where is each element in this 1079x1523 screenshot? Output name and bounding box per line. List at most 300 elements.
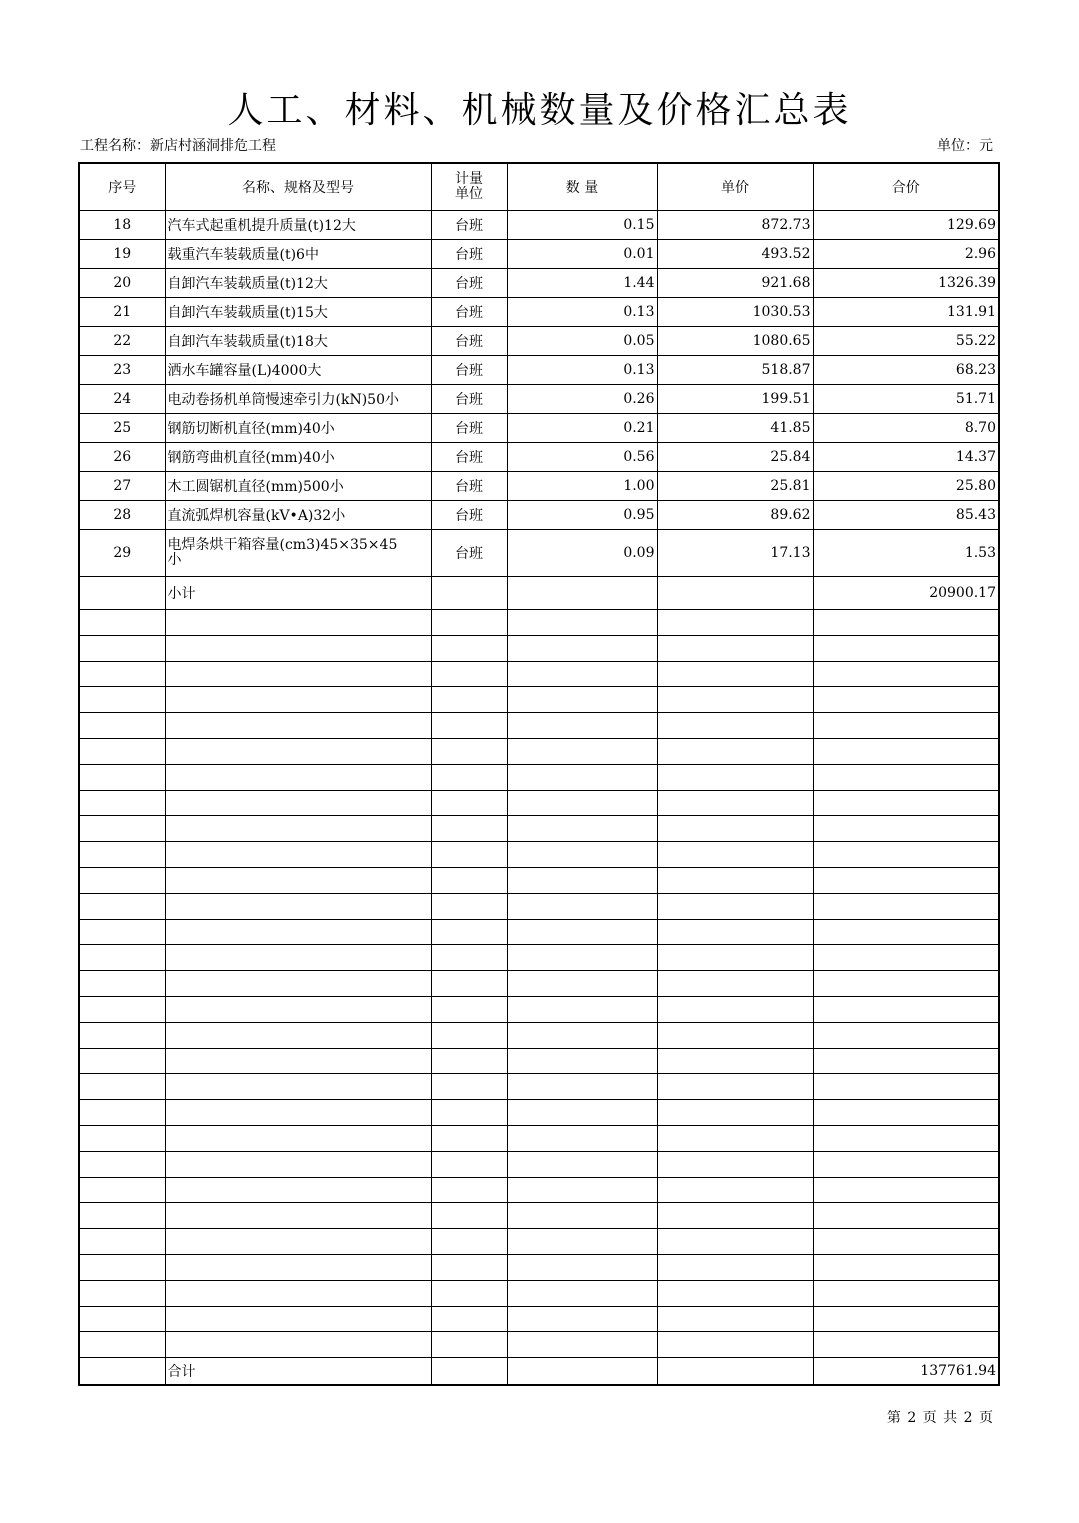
empty-row [79,1332,999,1358]
cell-empty [79,738,165,764]
cell-empty [165,1022,431,1048]
cell-empty [79,996,165,1022]
cell-empty [507,996,657,1022]
table-row [79,472,999,501]
cell-name: 电动卷扬机单筒慢速牵引力(kN)50小 [165,385,431,414]
cell-no: 24 [79,385,165,414]
empty-row [79,687,999,713]
cell-empty [507,738,657,764]
cell-empty [813,945,999,971]
cell-empty [657,1306,813,1332]
cell-price: 872.73 [657,211,813,240]
cell-empty [657,996,813,1022]
cell-empty [79,1358,165,1386]
cell-empty [431,610,507,636]
cell-empty [507,1306,657,1332]
cell-unit: 台班 [431,443,507,472]
cell-price: 199.51 [657,385,813,414]
cell-empty [79,919,165,945]
cell-empty [507,635,657,661]
cell-unit: 台班 [431,501,507,530]
cell-empty [431,996,507,1022]
empty-row [79,1048,999,1074]
cell-empty [657,577,813,610]
cell-empty [813,635,999,661]
cell-empty [813,1100,999,1126]
page-title: 人工、材料、机械数量及价格汇总表 [227,90,852,131]
page-footer: 第 2 页 共 2 页 [886,1410,993,1426]
cell-empty [431,1306,507,1332]
cell-name: 自卸汽车装载质量(t)18大 [165,327,431,356]
subtotal-amount: 20900.17 [813,577,999,610]
cell-empty [657,738,813,764]
cell-empty [657,1358,813,1386]
cell-empty [657,635,813,661]
cell-amount: 1.53 [813,530,999,577]
cell-empty [79,945,165,971]
cell-empty [431,1177,507,1203]
cell-empty [507,1229,657,1255]
cell-empty [813,1332,999,1358]
cell-empty [165,842,431,868]
cell-empty [165,1100,431,1126]
cell-empty [431,713,507,739]
cell-empty [813,687,999,713]
cell-unit: 台班 [431,472,507,501]
cell-amount: 85.43 [813,501,999,530]
cell-empty [507,1125,657,1151]
cell-empty [431,661,507,687]
cell-empty [431,1074,507,1100]
cell-empty [813,971,999,997]
cell-unit: 台班 [431,298,507,327]
cell-empty [79,867,165,893]
cell-empty [79,1254,165,1280]
cell-empty [507,577,657,610]
table-row [79,501,999,530]
header-unit [431,163,507,211]
cell-empty [431,971,507,997]
cell-empty [431,1048,507,1074]
cell-empty [813,661,999,687]
cell-empty [813,1177,999,1203]
cell-empty [431,919,507,945]
cell-empty [507,1074,657,1100]
empty-row [79,1100,999,1126]
cell-price: 493.52 [657,240,813,269]
cell-amount: 68.23 [813,356,999,385]
cell-empty [431,1358,507,1386]
cell-empty [165,971,431,997]
cell-empty [813,919,999,945]
cell-empty [431,577,507,610]
cell-empty [165,867,431,893]
cell-price: 17.13 [657,530,813,577]
cell-empty [79,1332,165,1358]
cell-amount: 1326.39 [813,269,999,298]
subtotal-row [79,577,999,610]
cell-empty [79,713,165,739]
cell-empty [165,1280,431,1306]
cell-name: 洒水车罐容量(L)4000大 [165,356,431,385]
cell-name: 自卸汽车装载质量(t)15大 [165,298,431,327]
cell-empty [431,1125,507,1151]
cell-empty [657,687,813,713]
header-row [79,163,999,211]
cell-qty: 0.21 [507,414,657,443]
cell-price: 1080.65 [657,327,813,356]
cell-empty [79,893,165,919]
cell-empty [79,661,165,687]
cell-empty [657,610,813,636]
cell-empty [79,1203,165,1229]
cell-empty [165,1074,431,1100]
cell-empty [813,1074,999,1100]
table-row [79,356,999,385]
cell-empty [507,842,657,868]
cell-amount: 14.37 [813,443,999,472]
cell-price: 1030.53 [657,298,813,327]
cell-empty [165,996,431,1022]
subtotal-label: 小计 [165,577,431,610]
cell-empty [507,661,657,687]
cell-empty [79,1022,165,1048]
cell-name: 钢筋切断机直径(mm)40小 [165,414,431,443]
cell-empty [813,893,999,919]
cell-empty [79,816,165,842]
cell-empty [431,1203,507,1229]
cell-qty: 0.15 [507,211,657,240]
empty-row [79,713,999,739]
cell-empty [657,1229,813,1255]
empty-row [79,610,999,636]
header-unit-line1: 计量 [455,171,483,187]
cell-empty [79,1125,165,1151]
cell-name-line1: 电焊条烘干箱容量(cm3)45×35×45 [167,537,398,553]
empty-row [79,1306,999,1332]
empty-row [79,867,999,893]
cell-empty [431,1280,507,1306]
cell-empty [431,790,507,816]
cell-empty [813,867,999,893]
cell-empty [657,1332,813,1358]
cell-empty [657,1100,813,1126]
cell-empty [431,816,507,842]
header-unit-line2: 单位 [455,186,483,202]
cell-empty [165,687,431,713]
cell-empty [507,1151,657,1177]
cell-empty [165,1125,431,1151]
cell-price: 518.87 [657,356,813,385]
cell-empty [165,635,431,661]
empty-row [79,764,999,790]
cell-unit: 台班 [431,211,507,240]
header-no: 序号 [79,163,165,211]
cell-price: 25.84 [657,443,813,472]
cell-empty [431,1022,507,1048]
empty-row [79,1280,999,1306]
total-amount: 137761.94 [813,1358,999,1386]
empty-row [79,1151,999,1177]
cell-unit: 台班 [431,356,507,385]
cell-qty: 1.00 [507,472,657,501]
table-row [79,269,999,298]
cell-empty [507,971,657,997]
cell-qty: 0.13 [507,356,657,385]
cell-qty: 0.95 [507,501,657,530]
cell-empty [165,1332,431,1358]
cell-empty [657,1280,813,1306]
cell-amount: 25.80 [813,472,999,501]
cell-empty [79,635,165,661]
cell-empty [813,842,999,868]
table-row [79,240,999,269]
cell-empty [165,893,431,919]
cell-empty [507,1358,657,1386]
cell-empty [657,945,813,971]
cell-name: 钢筋弯曲机直径(mm)40小 [165,443,431,472]
cell-empty [79,687,165,713]
cell-empty [507,1254,657,1280]
empty-row [79,1177,999,1203]
cell-empty [431,687,507,713]
cell-amount: 129.69 [813,211,999,240]
cell-amount: 51.71 [813,385,999,414]
cell-name: 木工圆锯机直径(mm)500小 [165,472,431,501]
cell-empty [507,945,657,971]
cell-empty [165,738,431,764]
cell-qty: 0.13 [507,298,657,327]
project-name: 工程名称：新店村涵洞排危工程 [80,138,276,154]
cell-empty [813,1254,999,1280]
header-price: 单价 [657,163,813,211]
cell-empty [813,816,999,842]
cell-name: 自卸汽车装载质量(t)12大 [165,269,431,298]
table-row [79,298,999,327]
cell-empty [657,1177,813,1203]
cell-empty [507,919,657,945]
cell-empty [657,713,813,739]
cell-unit: 台班 [431,269,507,298]
cell-empty [507,610,657,636]
cell-empty [813,610,999,636]
cell-empty [657,1203,813,1229]
cell-unit: 台班 [431,385,507,414]
empty-row [79,635,999,661]
cell-empty [165,1048,431,1074]
empty-row [79,1203,999,1229]
cell-empty [79,790,165,816]
empty-row [79,893,999,919]
cell-empty [813,1151,999,1177]
cell-empty [657,661,813,687]
cell-empty [813,1306,999,1332]
cell-empty [507,1280,657,1306]
cell-no: 18 [79,211,165,240]
cell-empty [165,790,431,816]
cell-empty [657,1151,813,1177]
cell-no: 29 [79,530,165,577]
cell-empty [79,1151,165,1177]
empty-row [79,1229,999,1255]
cell-empty [813,1125,999,1151]
cell-unit: 台班 [431,240,507,269]
cell-empty [79,1280,165,1306]
cell-empty [507,1022,657,1048]
cell-empty [657,1022,813,1048]
cell-name [165,530,431,577]
cell-empty [507,713,657,739]
cell-empty [431,1151,507,1177]
cell-unit: 台班 [431,530,507,577]
cell-amount: 2.96 [813,240,999,269]
cell-name: 直流弧焊机容量(kV•A)32小 [165,501,431,530]
cell-empty [507,816,657,842]
header-name: 名称、规格及型号 [165,163,431,211]
currency-unit: 单位：元 [937,138,993,154]
cell-empty [79,971,165,997]
table-row [79,385,999,414]
cell-empty [657,842,813,868]
cell-amount: 8.70 [813,414,999,443]
cell-empty [165,1229,431,1255]
cell-price: 921.68 [657,269,813,298]
cell-no: 23 [79,356,165,385]
header-amount: 合价 [813,163,999,211]
empty-row [79,996,999,1022]
cell-price: 41.85 [657,414,813,443]
cell-qty: 0.05 [507,327,657,356]
cell-amount: 55.22 [813,327,999,356]
cell-empty [431,1254,507,1280]
cell-no: 20 [79,269,165,298]
cell-empty [813,764,999,790]
cell-empty [507,1100,657,1126]
cell-empty [79,1306,165,1332]
cell-no: 22 [79,327,165,356]
cell-empty [507,867,657,893]
summary-table [78,162,1000,1386]
cell-empty [165,1254,431,1280]
cell-no: 19 [79,240,165,269]
table-row [79,211,999,240]
cell-empty [165,816,431,842]
cell-empty [165,1306,431,1332]
cell-no: 27 [79,472,165,501]
cell-empty [657,816,813,842]
cell-empty [657,790,813,816]
cell-empty [165,919,431,945]
cell-empty [813,790,999,816]
cell-empty [813,1048,999,1074]
cell-empty [431,764,507,790]
cell-price: 89.62 [657,501,813,530]
cell-empty [165,1203,431,1229]
cell-empty [79,764,165,790]
cell-empty [507,893,657,919]
empty-row [79,971,999,997]
cell-empty [165,764,431,790]
cell-empty [657,1048,813,1074]
cell-empty [79,1177,165,1203]
cell-qty: 0.01 [507,240,657,269]
empty-row [79,1022,999,1048]
cell-empty [657,919,813,945]
cell-empty [657,867,813,893]
cell-empty [431,842,507,868]
cell-empty [79,842,165,868]
cell-no: 26 [79,443,165,472]
table-row [79,327,999,356]
cell-qty: 1.44 [507,269,657,298]
cell-empty [507,1203,657,1229]
empty-row [79,1074,999,1100]
cell-empty [813,1203,999,1229]
cell-amount: 131.91 [813,298,999,327]
cell-empty [813,1280,999,1306]
cell-empty [813,713,999,739]
cell-empty [165,610,431,636]
cell-empty [165,713,431,739]
cell-name: 汽车式起重机提升质量(t)12大 [165,211,431,240]
table-row [79,414,999,443]
cell-empty [507,1048,657,1074]
cell-empty [165,1151,431,1177]
cell-qty: 0.09 [507,530,657,577]
cell-unit: 台班 [431,414,507,443]
cell-empty [657,1254,813,1280]
cell-empty [431,635,507,661]
cell-empty [165,661,431,687]
cell-empty [79,1229,165,1255]
table-row [79,530,999,577]
cell-empty [657,1125,813,1151]
cell-price: 25.81 [657,472,813,501]
empty-row [79,919,999,945]
table-row [79,443,999,472]
cell-empty [507,790,657,816]
cell-empty [431,893,507,919]
cell-empty [79,610,165,636]
cell-empty [165,945,431,971]
cell-empty [813,738,999,764]
cell-no: 28 [79,501,165,530]
cell-name-line2: 小 [167,552,182,568]
cell-empty [431,1332,507,1358]
empty-row [79,661,999,687]
cell-empty [431,1100,507,1126]
cell-empty [431,1229,507,1255]
cell-no: 25 [79,414,165,443]
cell-empty [431,738,507,764]
empty-row [79,945,999,971]
total-row [79,1358,999,1386]
cell-empty [79,1100,165,1126]
cell-empty [79,1048,165,1074]
cell-empty [79,1074,165,1100]
cell-empty [431,945,507,971]
cell-empty [507,1332,657,1358]
cell-empty [657,893,813,919]
header-qty: 数 量 [507,163,657,211]
cell-qty: 0.26 [507,385,657,414]
cell-empty [507,1177,657,1203]
empty-row [79,738,999,764]
empty-row [79,790,999,816]
empty-row [79,1125,999,1151]
cell-empty [813,996,999,1022]
cell-empty [813,1022,999,1048]
